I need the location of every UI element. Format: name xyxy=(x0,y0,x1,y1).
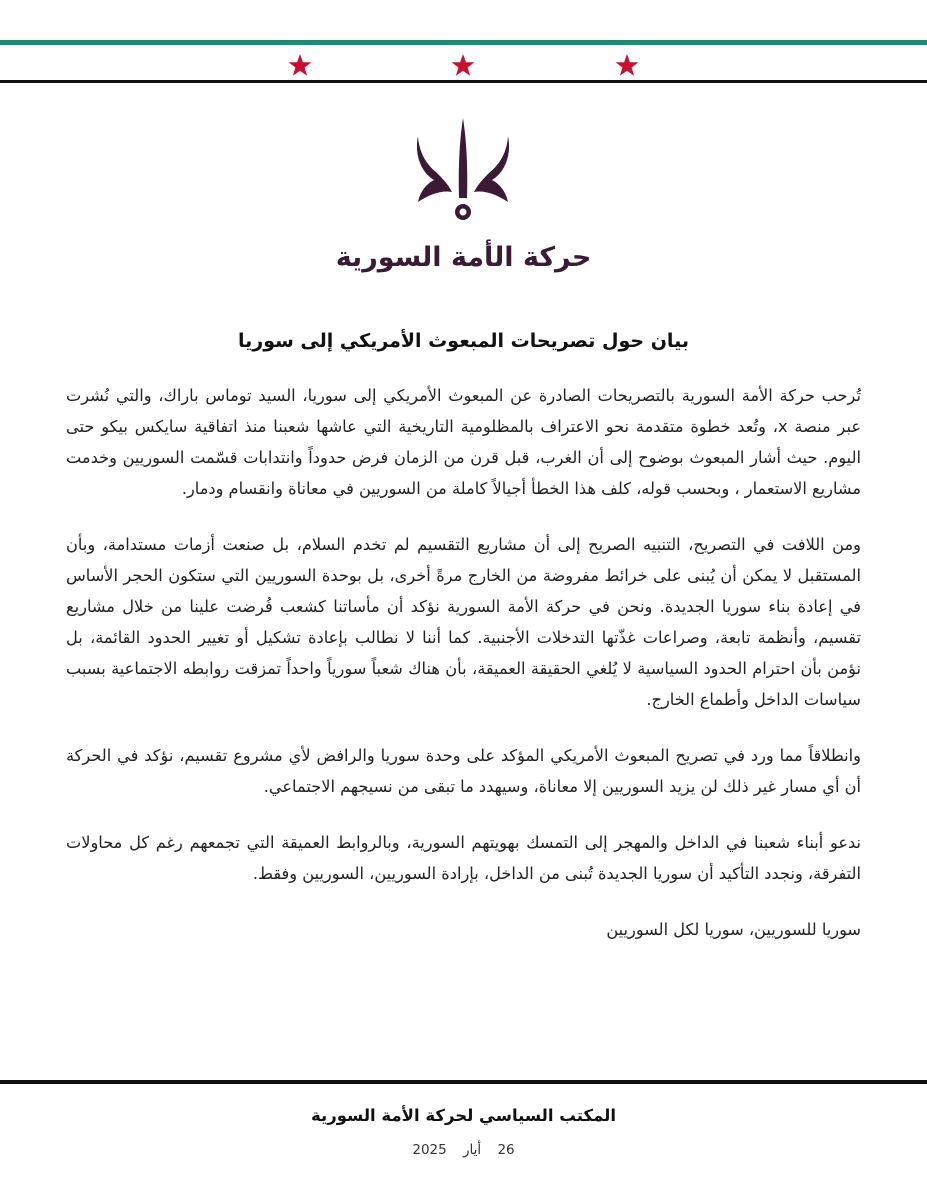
date-day: 26 xyxy=(497,1142,515,1158)
trident-emblem-icon xyxy=(404,118,522,226)
paragraph: ندعو أبناء شعبنا في الداخل والمهجر إلى التمسك بهويتهم السورية، وبالروابط العميقة التي تجمعهم رغم كل محاولات التفرقة، ونجدد التأكيد أن سوريا الجديدة تُبنى من الداخل، بإرادة السوريين، السوريين وفقط. xyxy=(66,833,861,883)
paragraph: تُرحب حركة الأمة السورية بالتصريحات الصادرة عن المبعوث الأمريكي إلى سوريا، السيد توماس باراك، والتي نُشرت عبر منصة x، وتُعد خطوة متقدمة نحو الاعتراف بالمظلومية التاريخية التي عاشها شعبنا منذ اتفاقية سايكس بيكو حتى اليوم. حيث أشار المبعوث بوضوح إلى أن الغرب، قبل قرن من الزمان فرض حدوداً وانتدابات قسّمت السوريين وخدمت مشاريع الاستعمار ، وبحسب قوله، كلف هذا الخطأ أجيالاً كاملة من السوريين في معاناة وانقسام ودمار. xyxy=(66,386,861,498)
organization-name: حركة الأمة السورية xyxy=(335,242,592,273)
statement-title: بيان حول تصريحات المبعوث الأمريكي إلى سوريا xyxy=(238,330,689,352)
star-icon xyxy=(452,54,475,76)
star-icon xyxy=(289,54,312,76)
date-month: أيار xyxy=(463,1142,482,1158)
issue-date xyxy=(0,1142,927,1158)
paragraph: وانطلاقاً مما ورد في تصريح المبعوث الأمريكي المؤكد على وحدة سوريا والرافض لأي مشروع تقسيم، نؤكد في الحركة أن أي مسار غير ذلك لن يزيد السوريين إلا معاناة، وسيهدد ما تبقى من نسيجهم الاجتماعي. xyxy=(66,746,861,796)
paragraph: ومن اللافت في التصريح، التنبيه الصريح إلى أن مشاريع التقسيم لم تخدم السلام، بل صنعت أزمات مستدامة، وبأن المستقبل لا يمكن أن يُبنى على خرائط مفروضة من الخارج مرةً أخرى، بل بوحدة السوريين التي ستكون الحجر الأساس في إعادة بناء سوريا الجديدة. ونحن في حركة الأمة السورية نؤكد أن مأساتنا كشعب فُرضت علينا من خلال مشاريع تقسيم، وأنظمة تابعة، وصراعات غذّتها التدخلات الأجنبية. كما أننا لا نطالب بإعادة تشكيل أو تغيير الحدود القائمة، بل نؤمن بأن احترام الحدود السياسية لا يُلغي الحقيقة العميقة، بأن هناك شعباً سورياً واحداً تمزقت روابطه الاجتماعية بسبب سياسات الداخل وأطماع الخارج. xyxy=(66,535,861,709)
signatory: المكتب السياسي لحركة الأمة السورية xyxy=(311,1106,616,1125)
flag-stars-row xyxy=(0,52,927,78)
flag-black-stripe xyxy=(0,80,927,83)
footer-divider xyxy=(0,1080,927,1084)
statement-body xyxy=(66,380,861,945)
date-year: 2025 xyxy=(412,1142,447,1158)
star-icon xyxy=(616,54,639,76)
flag-green-stripe xyxy=(0,40,927,45)
closing-slogan: سوريا للسوريين، سوريا لكل السوريين xyxy=(606,920,861,939)
